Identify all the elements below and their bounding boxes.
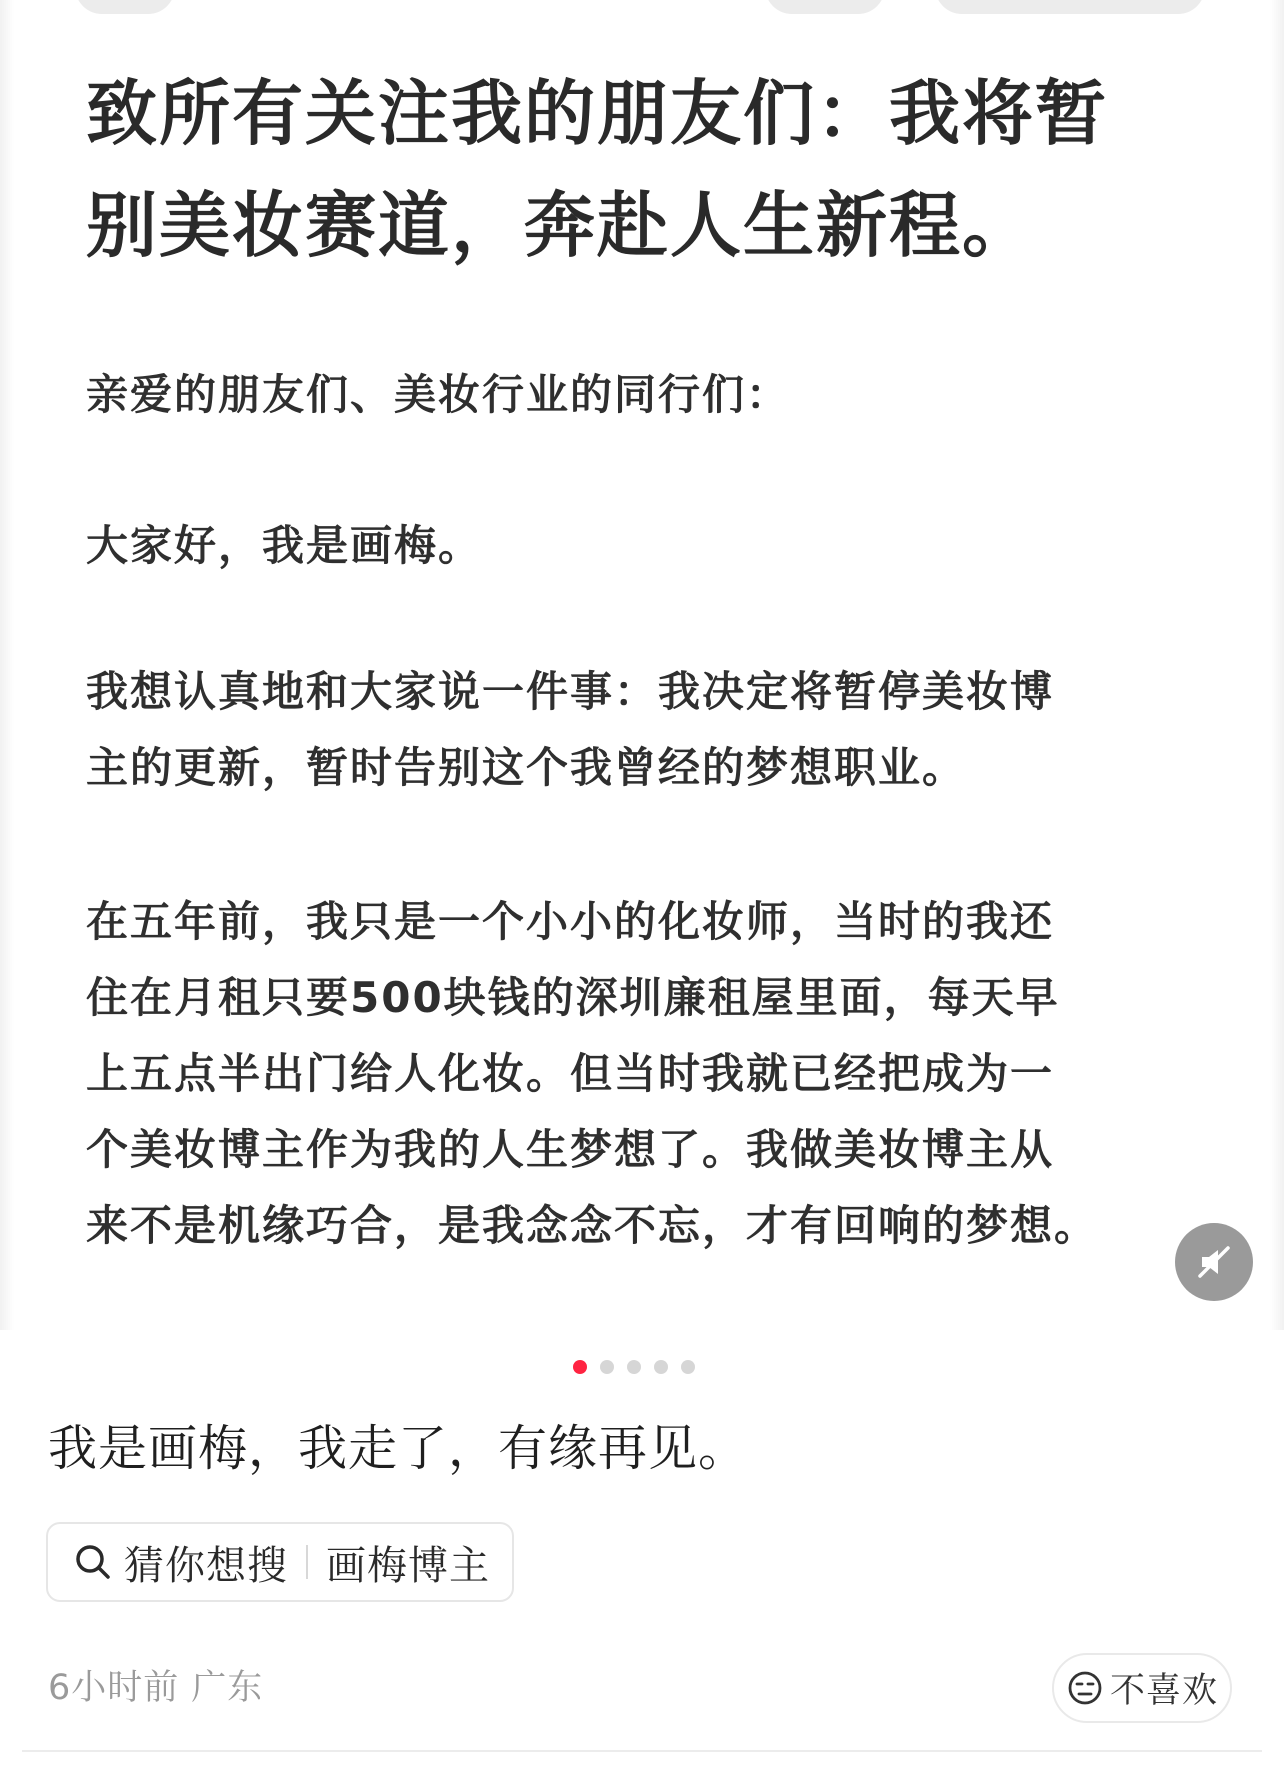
pager-dot xyxy=(681,1360,695,1374)
card-paragraph-intro xyxy=(86,508,1196,584)
search-suggestion-chip[interactable] xyxy=(46,1522,514,1602)
post-caption: 我是画梅，我走了，有缘再见。 xyxy=(48,1420,749,1477)
card-title-line: 致所有关注我的朋友们：我将暂 xyxy=(86,72,1109,155)
card-line: 在五年前，我只是一个小小的化妆师，当时的我还 xyxy=(86,897,1055,946)
search-hint-label: 猜你想搜 xyxy=(124,1542,288,1589)
section-divider xyxy=(22,1750,1262,1752)
neutral-face-icon xyxy=(1066,1669,1104,1707)
card-paragraph-announcement xyxy=(86,654,1196,806)
card-line: 我想认真地和大家说一件事：我决定将暂停美妆博 xyxy=(86,667,1055,716)
card-line: 来不是机缘巧合，是我念念不忘，才有回响的梦想。 xyxy=(86,1201,1099,1250)
search-hint-divider xyxy=(306,1545,308,1579)
card-line: 主的更新，暂时告别这个我曾经的梦想职业。 xyxy=(86,743,967,792)
pager-dot xyxy=(600,1360,614,1374)
post-time: 6小时前 xyxy=(48,1668,180,1708)
card-line: 上五点半出门给人化妆。但当时我就已经把成为一 xyxy=(86,1049,1055,1098)
top-overlay-pill xyxy=(935,0,1205,14)
image-pager xyxy=(573,1360,695,1374)
speaker-muted-icon xyxy=(1194,1242,1234,1282)
pager-dot xyxy=(627,1360,641,1374)
top-overlay-pill xyxy=(765,0,885,14)
top-overlay-pill xyxy=(75,0,175,14)
post-meta xyxy=(48,1663,263,1713)
card-paragraph-greeting xyxy=(86,357,1196,433)
dislike-button[interactable] xyxy=(1052,1653,1232,1723)
mute-button[interactable] xyxy=(1175,1223,1253,1301)
card-line: 住在月租只要500块钱的深圳廉租屋里面，每天早 xyxy=(86,973,1060,1022)
card-line: 大家好，我是画梅。 xyxy=(86,521,483,570)
pager-dot xyxy=(654,1360,668,1374)
pager-dot-active xyxy=(573,1360,587,1374)
dislike-label: 不喜欢 xyxy=(1109,1671,1218,1711)
card-paragraph-story xyxy=(86,884,1196,1264)
search-hint-keyword[interactable]: 画梅博主 xyxy=(326,1542,490,1589)
card-title-line: 别美妆赛道，奔赴人生新程。 xyxy=(86,184,1036,267)
card-line: 个美妆博主作为我的人生梦想了。我做美妆博主从 xyxy=(86,1125,1055,1174)
card-title xyxy=(86,58,1196,282)
post-location: 广东 xyxy=(191,1668,264,1708)
search-icon xyxy=(74,1543,112,1581)
card-line: 亲爱的朋友们、美妆行业的同行们： xyxy=(86,370,791,419)
